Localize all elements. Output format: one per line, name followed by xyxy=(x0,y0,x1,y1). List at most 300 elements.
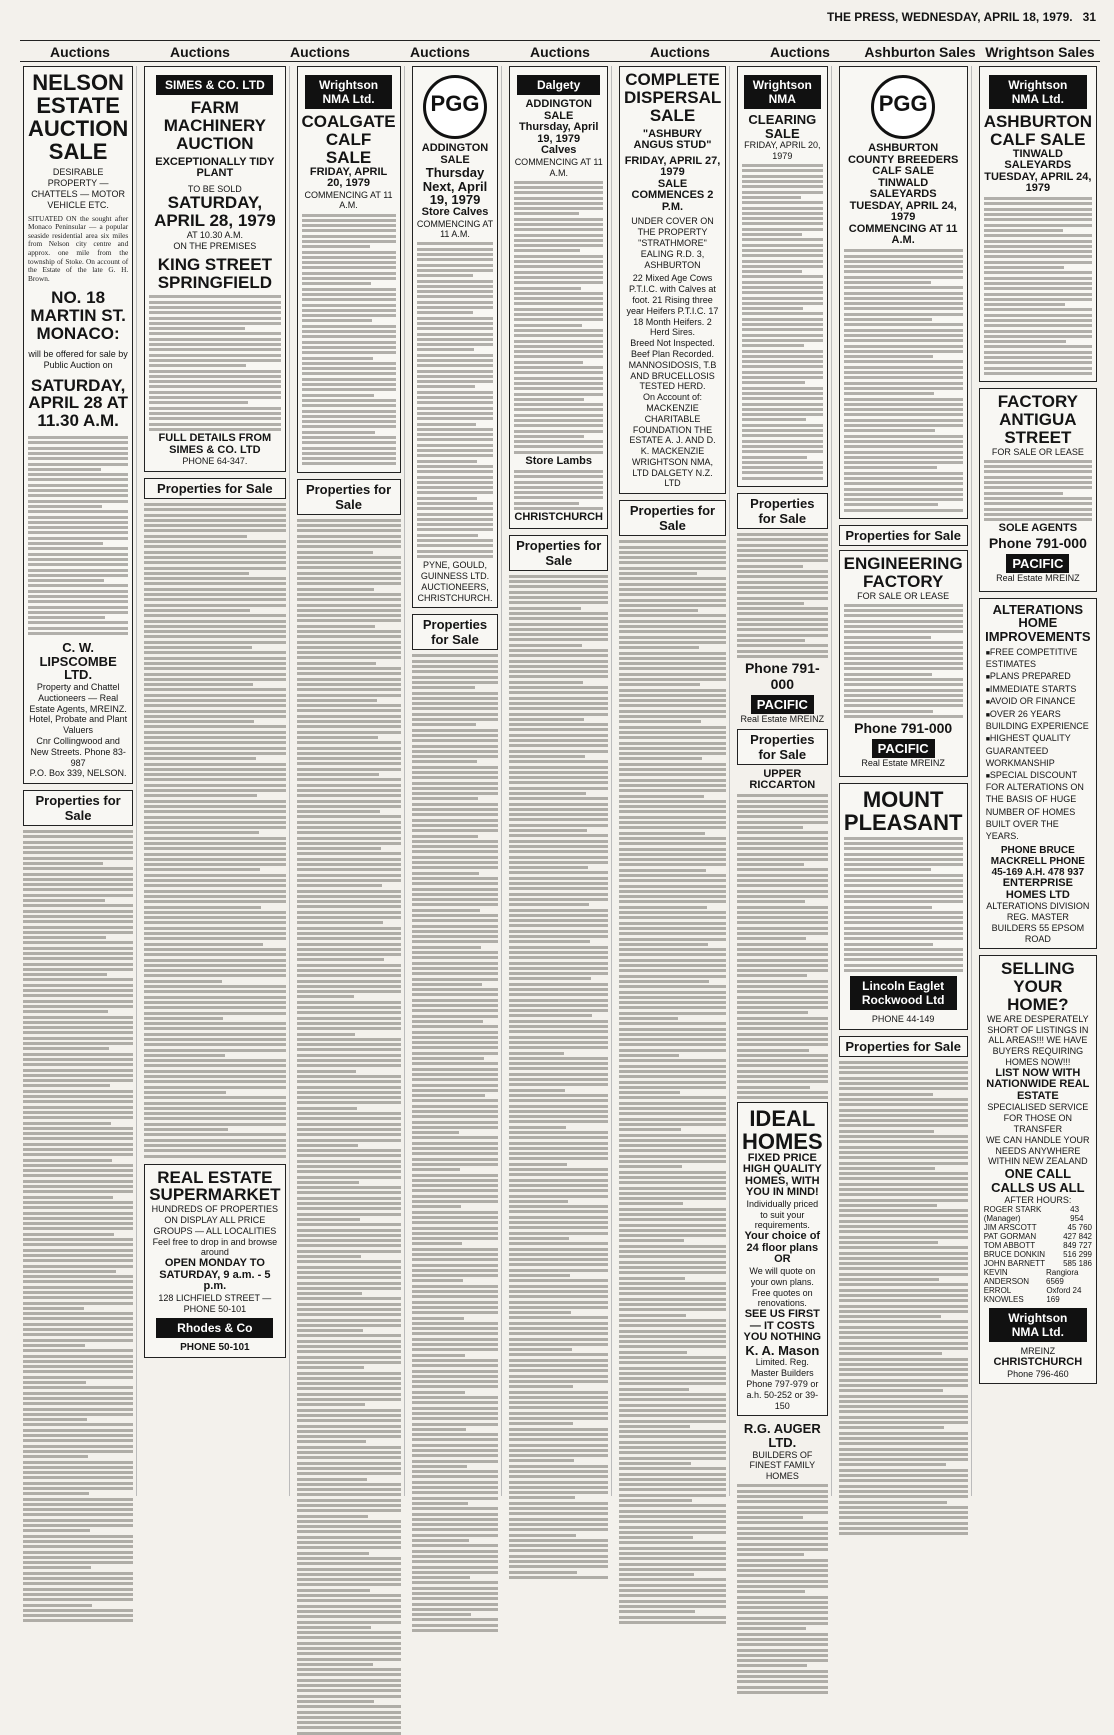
text-line xyxy=(412,1126,499,1129)
text-line xyxy=(619,1382,726,1385)
text-line xyxy=(514,403,603,406)
text-line xyxy=(737,1622,828,1625)
text-line xyxy=(619,1075,726,1078)
text-line xyxy=(302,431,375,434)
text-line xyxy=(742,207,823,210)
text-line xyxy=(742,461,823,464)
text-line xyxy=(412,1571,499,1574)
text-line xyxy=(297,990,401,993)
text-line xyxy=(514,475,603,478)
text-line xyxy=(737,1664,807,1667)
text-line xyxy=(297,1721,401,1724)
text-line xyxy=(144,831,258,834)
text-line xyxy=(509,1327,608,1330)
text-line xyxy=(737,943,828,946)
text-line xyxy=(509,871,608,874)
text-line xyxy=(412,1189,499,1192)
text-line xyxy=(297,1313,401,1316)
text-line xyxy=(297,1716,401,1719)
text-line xyxy=(742,429,823,432)
list-item xyxy=(984,1241,1092,1250)
text-line xyxy=(619,879,726,882)
text-line xyxy=(417,507,494,510)
text-line xyxy=(417,359,494,362)
text-line xyxy=(297,1170,401,1173)
text-line xyxy=(412,1062,499,1065)
text-line xyxy=(144,667,285,670)
text-line xyxy=(509,1269,608,1272)
text-line xyxy=(509,713,608,716)
text-line xyxy=(619,779,726,782)
text-line xyxy=(514,218,603,221)
text-line xyxy=(844,620,963,623)
text-line xyxy=(737,1001,828,1004)
text-line xyxy=(509,1041,608,1044)
text-line xyxy=(737,644,828,647)
text-line xyxy=(144,1102,285,1105)
text-line xyxy=(844,847,963,850)
text-line xyxy=(417,544,494,547)
text-line xyxy=(28,595,128,598)
text-line xyxy=(412,1147,499,1150)
body-text-block xyxy=(28,436,128,635)
ad-subtitle: DESIRABLE PROPERTY — CHATTELS — MOTOR VEHICLE ETC. xyxy=(31,167,125,210)
text-line xyxy=(514,207,603,210)
text-line xyxy=(297,1515,369,1518)
text-line xyxy=(514,496,603,499)
text-line xyxy=(619,742,726,745)
text-line xyxy=(509,1459,574,1462)
text-line xyxy=(737,858,828,861)
text-line xyxy=(297,1086,401,1089)
text-line xyxy=(509,1507,608,1510)
text-line xyxy=(297,1001,401,1004)
text-line xyxy=(149,380,280,383)
ad-mreinz: MREINZ xyxy=(1020,1346,1056,1357)
text-line xyxy=(619,773,726,776)
text-line xyxy=(742,450,823,453)
text-line xyxy=(297,609,401,612)
text-line xyxy=(23,1439,133,1442)
text-line xyxy=(297,1202,401,1205)
text-line xyxy=(514,191,603,194)
text-line xyxy=(737,821,828,824)
text-line xyxy=(509,1163,566,1166)
pacific-wordmark: PACIFIC xyxy=(872,739,935,758)
ad-account: On Account of: MACKENZIE CHARITABLE FOUNDATION THE ESTATE A. J. AND D. K. MACKENZIE xyxy=(629,392,716,457)
text-line xyxy=(23,1582,133,1585)
text-line xyxy=(417,518,494,521)
text-line xyxy=(619,1319,726,1322)
text-line xyxy=(514,313,603,316)
text-line xyxy=(619,588,726,591)
ad-open: OPEN MONDAY TO SATURDAY, 9 a.m. - 5 p.m. xyxy=(159,1257,271,1293)
text-line xyxy=(737,868,828,871)
text-line xyxy=(509,1512,608,1515)
text-line xyxy=(144,1155,285,1158)
text-line xyxy=(412,1258,499,1261)
text-line xyxy=(737,554,828,557)
text-line xyxy=(619,710,726,713)
text-line xyxy=(839,1416,968,1419)
text-line xyxy=(23,1323,133,1326)
text-line xyxy=(509,1528,608,1531)
text-line xyxy=(742,403,823,406)
text-line xyxy=(844,488,963,491)
text-line xyxy=(28,553,128,556)
text-line xyxy=(509,1332,608,1335)
text-line xyxy=(737,1033,828,1036)
text-line xyxy=(23,1487,133,1490)
text-line xyxy=(23,1566,91,1569)
text-line xyxy=(844,472,963,475)
classifieds-grid xyxy=(20,66,1100,1496)
text-line xyxy=(412,745,499,748)
text-line xyxy=(509,1152,608,1155)
text-line xyxy=(619,673,726,676)
auger-sub: BUILDERS OF FINEST FAMILY HOMES xyxy=(749,1449,816,1482)
text-line xyxy=(514,486,603,489)
text-line xyxy=(844,932,963,935)
text-line xyxy=(619,869,706,872)
text-line xyxy=(514,223,603,226)
text-line xyxy=(297,805,401,808)
text-line xyxy=(23,920,133,923)
text-line xyxy=(412,739,499,742)
text-line xyxy=(297,524,401,527)
text-line xyxy=(297,1605,401,1608)
text-line xyxy=(737,969,828,972)
text-line xyxy=(302,346,396,349)
text-line xyxy=(619,1144,726,1147)
text-line xyxy=(417,338,494,341)
text-line xyxy=(297,598,401,601)
text-line xyxy=(144,604,285,607)
text-line xyxy=(844,281,931,284)
text-line xyxy=(844,683,963,686)
text-line xyxy=(297,1207,401,1210)
ad-title: MOUNT PLEASANT xyxy=(843,787,963,836)
text-line xyxy=(297,1530,401,1533)
text-line xyxy=(737,1500,828,1503)
text-line xyxy=(509,1438,608,1441)
text-line xyxy=(412,850,499,853)
text-line xyxy=(742,456,807,459)
text-line xyxy=(619,1462,691,1465)
text-line xyxy=(509,972,608,975)
text-line xyxy=(28,569,128,572)
text-line xyxy=(844,339,963,342)
text-line xyxy=(412,1592,499,1595)
text-line xyxy=(619,1022,726,1025)
text-line xyxy=(619,689,726,692)
agent-phone: 516 299 xyxy=(1063,1250,1092,1260)
text-line xyxy=(737,1506,828,1509)
ad-title: COALGATE CALF SALE xyxy=(301,112,396,167)
text-line xyxy=(619,1345,726,1348)
text-line xyxy=(417,528,494,531)
text-line xyxy=(844,313,963,316)
text-line xyxy=(619,810,726,813)
text-line xyxy=(144,996,285,999)
text-line xyxy=(839,1527,968,1530)
text-line xyxy=(514,281,603,284)
text-line xyxy=(844,614,963,617)
text-line xyxy=(23,888,133,891)
text-line xyxy=(509,803,608,806)
text-line xyxy=(23,963,133,966)
ad-phone: PHONE 44-149 xyxy=(871,1014,935,1025)
text-line xyxy=(514,451,603,454)
text-line xyxy=(619,1488,726,1491)
text-line xyxy=(23,1137,133,1140)
text-line xyxy=(509,999,608,1002)
text-line xyxy=(509,1014,592,1017)
text-line xyxy=(737,1043,828,1046)
text-line xyxy=(297,747,401,750)
text-line xyxy=(412,1475,499,1478)
text-line xyxy=(509,946,608,949)
text-line xyxy=(144,890,285,893)
text-line xyxy=(412,1332,499,1335)
body-text-block xyxy=(984,460,1092,521)
text-line xyxy=(619,1600,726,1603)
text-line xyxy=(412,1142,499,1145)
text-line xyxy=(297,1615,401,1618)
text-line xyxy=(737,1064,828,1067)
text-line xyxy=(619,1610,695,1613)
list-item xyxy=(984,1232,1092,1241)
text-line xyxy=(984,508,1092,511)
listings-text-block xyxy=(619,540,726,1624)
agent-phone: Oxford 24 169 xyxy=(1046,1286,1082,1305)
text-line xyxy=(514,507,603,510)
text-line xyxy=(509,1412,608,1415)
text-line xyxy=(509,1184,608,1187)
text-line xyxy=(297,625,375,628)
text-line xyxy=(514,297,603,300)
text-line xyxy=(417,497,478,500)
text-line xyxy=(839,1389,944,1392)
text-line xyxy=(297,1070,356,1073)
text-line xyxy=(144,921,285,924)
text-line xyxy=(23,1492,89,1495)
text-line xyxy=(619,747,726,750)
text-line xyxy=(619,832,705,835)
text-line xyxy=(619,1377,726,1380)
text-line xyxy=(509,612,608,615)
text-line xyxy=(23,899,105,902)
text-line xyxy=(844,387,963,390)
ad-subtitle: "ASHBURY ANGUS STUD" xyxy=(633,127,712,152)
text-line xyxy=(144,1043,285,1046)
text-line xyxy=(23,952,133,955)
text-line xyxy=(509,723,608,726)
paper-date-text: THE PRESS, WEDNESDAY, APRIL 18, 1979. xyxy=(826,10,1073,24)
text-line xyxy=(297,1568,401,1571)
text-line xyxy=(412,676,499,679)
text-line xyxy=(412,1539,469,1542)
text-line xyxy=(412,776,499,779)
text-line xyxy=(23,1116,133,1119)
text-line xyxy=(297,964,401,967)
text-line xyxy=(839,1320,968,1323)
text-line xyxy=(509,1226,608,1229)
text-line xyxy=(737,906,828,909)
text-line xyxy=(737,805,828,808)
text-line xyxy=(844,667,963,670)
text-line xyxy=(297,1673,401,1676)
text-line xyxy=(742,387,823,390)
agent-name: JIM ARSCOTT xyxy=(983,1223,1037,1233)
text-line xyxy=(144,1075,285,1078)
text-line xyxy=(844,964,963,967)
text-line xyxy=(297,1043,401,1046)
text-line xyxy=(844,445,963,448)
text-line xyxy=(619,805,726,808)
dalgety-logo: Dalgety xyxy=(517,75,600,95)
text-line xyxy=(509,956,608,959)
column-1 xyxy=(20,66,137,1496)
text-line xyxy=(23,1159,112,1162)
text-line xyxy=(509,575,608,578)
text-line xyxy=(412,983,482,986)
text-line xyxy=(509,734,608,737)
dispersal-sale-ad xyxy=(619,66,726,494)
text-line xyxy=(619,858,726,861)
text-line xyxy=(737,964,828,967)
text-line xyxy=(412,1237,499,1240)
text-line xyxy=(839,1252,968,1255)
text-line xyxy=(412,1433,499,1436)
text-line xyxy=(297,540,401,543)
text-line xyxy=(297,1218,361,1221)
text-line xyxy=(297,1356,401,1359)
text-line xyxy=(23,1577,133,1580)
text-line xyxy=(302,425,396,428)
text-line xyxy=(509,1465,608,1468)
text-line xyxy=(412,1195,499,1198)
text-line xyxy=(839,1071,968,1074)
text-line xyxy=(844,403,963,406)
text-line xyxy=(619,900,726,903)
text-line xyxy=(619,1043,726,1046)
text-line xyxy=(297,948,401,951)
text-line xyxy=(844,678,963,681)
text-line xyxy=(23,1270,116,1273)
text-line xyxy=(297,1297,401,1300)
text-line xyxy=(844,636,931,639)
text-line xyxy=(297,868,401,871)
text-line xyxy=(412,1423,499,1426)
text-line xyxy=(412,665,499,668)
nelson-estate-ad xyxy=(23,66,133,784)
ad-title: FACTORY ANTIGUA STREET xyxy=(997,392,1078,447)
text-line xyxy=(742,318,823,321)
text-line xyxy=(737,1670,828,1673)
text-line xyxy=(509,1078,608,1081)
text-line xyxy=(844,958,963,961)
text-line xyxy=(28,489,128,492)
text-line xyxy=(144,980,222,983)
text-line xyxy=(619,731,726,734)
text-line xyxy=(23,1418,87,1421)
text-line xyxy=(844,900,963,903)
text-line xyxy=(144,625,285,628)
text-line xyxy=(297,1403,366,1406)
text-line xyxy=(514,234,603,237)
text-line xyxy=(984,208,1092,211)
text-line xyxy=(417,465,494,468)
text-line xyxy=(23,1450,133,1453)
text-line xyxy=(144,1096,285,1099)
text-line xyxy=(302,436,396,439)
text-line xyxy=(514,345,603,348)
text-line xyxy=(844,451,963,454)
text-line xyxy=(737,1633,828,1636)
text-line xyxy=(619,1038,726,1041)
text-line xyxy=(144,514,285,517)
text-line xyxy=(417,269,494,272)
text-line xyxy=(297,1308,401,1311)
ad-price-phone: Phone 791-000 xyxy=(744,660,820,693)
text-line xyxy=(297,582,401,585)
text-line xyxy=(742,408,823,411)
text-line xyxy=(23,1164,133,1167)
text-line xyxy=(297,1610,401,1613)
text-line xyxy=(619,1335,726,1338)
text-line xyxy=(412,803,499,806)
text-line xyxy=(509,718,584,721)
text-line xyxy=(297,794,401,797)
text-line xyxy=(28,563,128,566)
text-line xyxy=(297,1091,401,1094)
text-line xyxy=(619,991,726,994)
text-line xyxy=(514,340,603,343)
text-line xyxy=(144,847,285,850)
text-line xyxy=(23,1365,133,1368)
text-line xyxy=(28,505,102,508)
text-line xyxy=(144,577,285,580)
text-line xyxy=(302,272,396,275)
text-line xyxy=(412,1412,499,1415)
text-line xyxy=(23,883,133,886)
text-line xyxy=(297,1006,401,1009)
text-line xyxy=(509,866,588,869)
text-line xyxy=(149,322,280,325)
text-line xyxy=(297,1541,401,1544)
text-line xyxy=(412,1205,461,1208)
text-line xyxy=(737,607,828,610)
pacific-sub: Real Estate MREINZ xyxy=(740,714,825,725)
text-line xyxy=(509,633,608,636)
text-line xyxy=(509,1295,608,1298)
text-line xyxy=(737,879,828,882)
text-line xyxy=(514,239,603,242)
ad-phone: Phone 797-979 or a.h. 50-252 or 39-150 xyxy=(746,1378,819,1411)
text-line xyxy=(144,620,285,623)
text-line xyxy=(297,1382,401,1385)
text-line xyxy=(412,909,481,912)
text-line xyxy=(297,905,401,908)
text-line xyxy=(23,931,133,934)
text-line xyxy=(514,361,582,364)
text-line xyxy=(737,959,828,962)
text-line xyxy=(297,821,401,824)
text-line xyxy=(619,969,726,972)
text-line xyxy=(619,975,726,978)
text-line xyxy=(417,280,494,283)
